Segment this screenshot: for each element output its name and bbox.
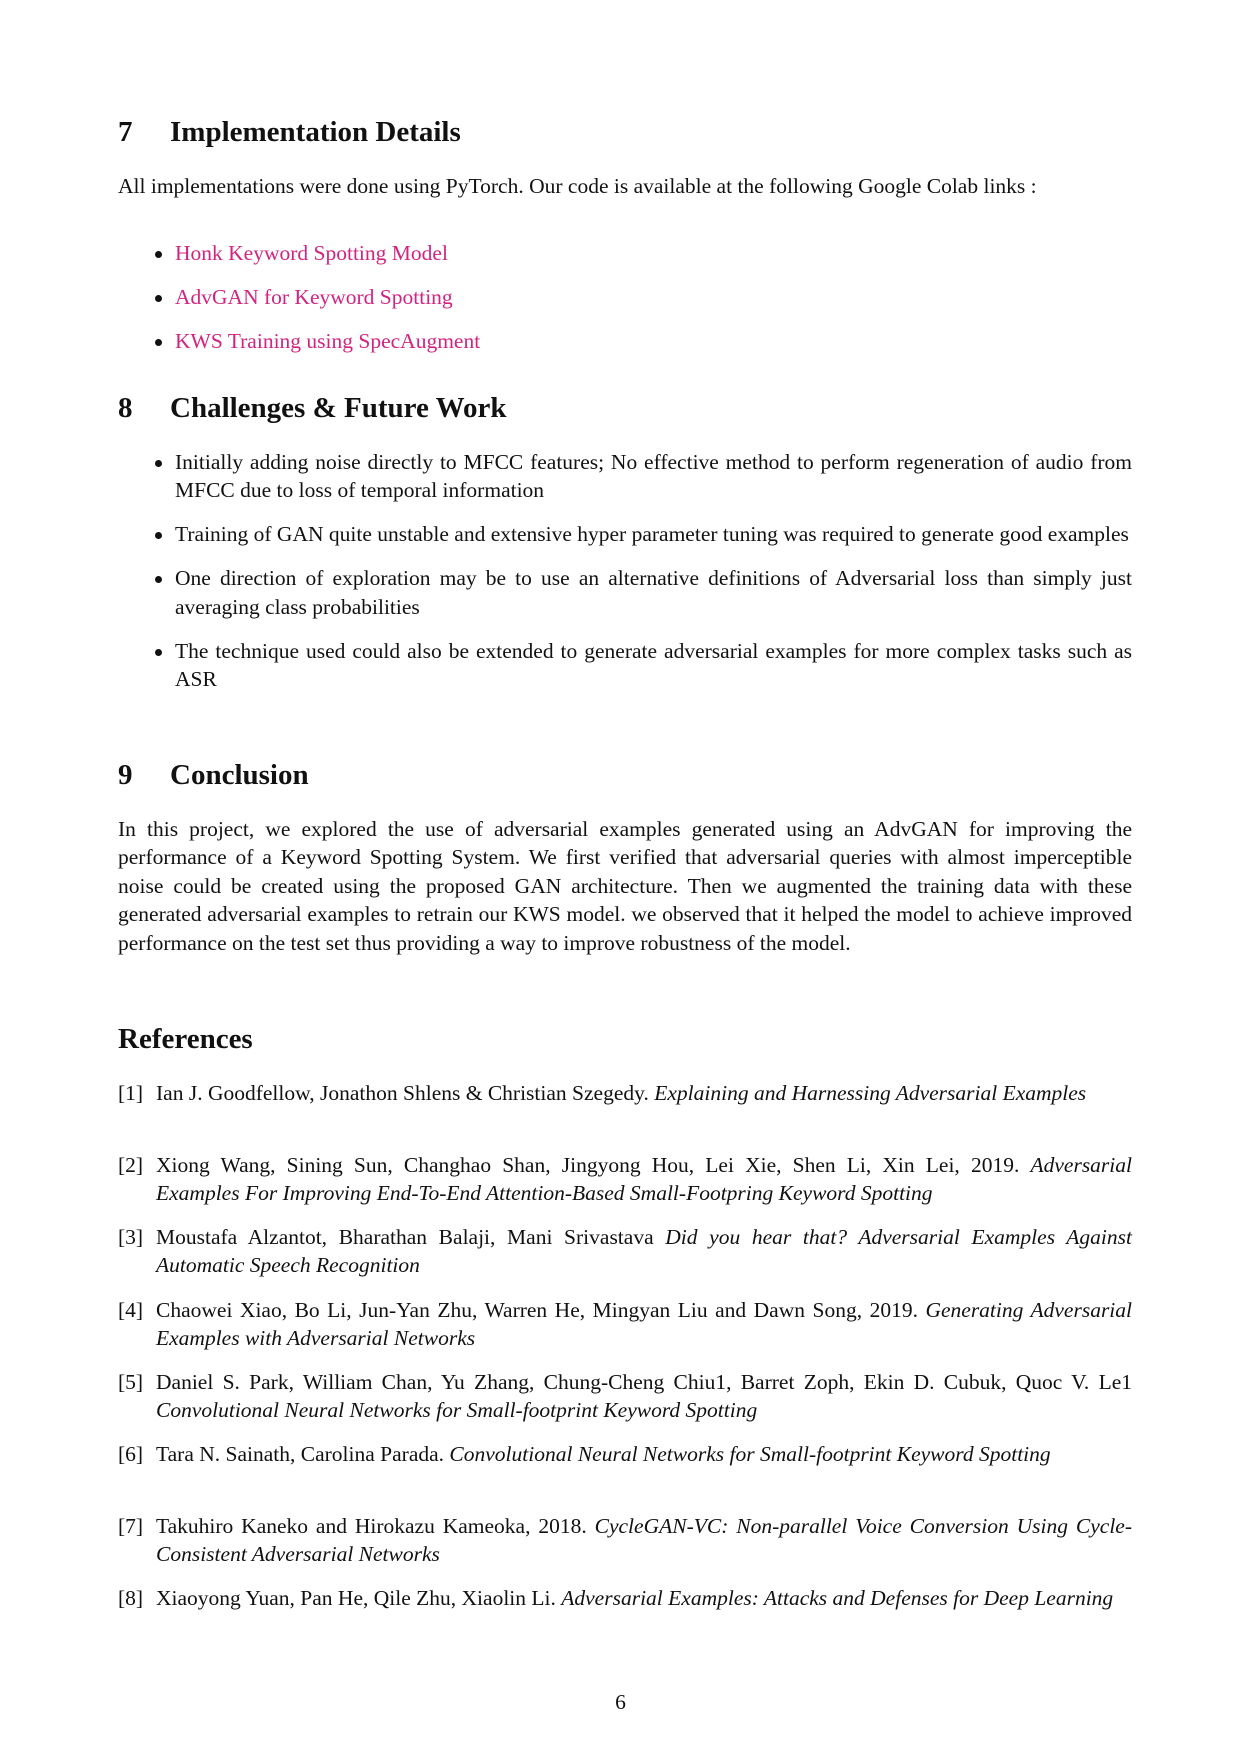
section-9-heading: 9 Conclusion	[118, 759, 309, 791]
reference-item: [6] Tara N. Sainath, Carolina Parada. Convolutional Neural Networks for Small-footprint Keyword Spotting	[118, 1442, 1051, 1466]
reference-item: [3] Moustafa Alzantot, Bharathan Balaji, Mani Srivastava Did you hear that? Adversarial Examples Against Automatic Speech Recognition	[118, 1225, 1132, 1278]
page-number: 6	[615, 1690, 626, 1714]
list-item	[118, 283, 1132, 311]
reference-item: [8] Xiaoyong Yuan, Pan He, Qile Zhu, Xiaolin Li. Adversarial Examples: Attacks and Defenses for Deep Learning	[118, 1586, 1114, 1610]
reference-item: [5] Daniel S. Park, William Chan, Yu Zhang, Chung-Cheng Chiu1, Barret Zoph, Ekin D. Cubuk, Quoc V. Le1 Convolutional Neural Networks for Small-footprint Keyword Spotting	[118, 1370, 1132, 1423]
list-item: One direction of exploration may be to use an alternative definitions of Adversarial loss than simply just averaging class probabilities	[118, 564, 1132, 621]
honk-model-link[interactable]: Honk Keyword Spotting Model	[175, 241, 448, 265]
list-item: Initially adding noise directly to MFCC features; No effective method to perform regeneration of audio from MFCC due to loss of temporal information	[118, 448, 1132, 505]
reference-item: [4] Chaowei Xiao, Bo Li, Jun-Yan Zhu, Warren He, Mingyan Liu and Dawn Song, 2019. Generating Adversarial Examples with Adversarial Networks	[118, 1298, 1133, 1351]
reference-item: [7] Takuhiro Kaneko and Hirokazu Kameoka, 2018. CycleGAN-VC: Non-parallel Voice Conversion Using Cycle-Consistent Adversarial Networks	[118, 1514, 1132, 1567]
list-item: The technique used could also be extended to generate adversarial examples for more complex tasks such as ASR	[118, 637, 1132, 694]
section-7-heading: 7 Implementation Details	[118, 116, 461, 148]
reference-item: [1] Ian J. Goodfellow, Jonathon Shlens & Christian Szegedy. Explaining and Harnessing Adversarial Examples	[118, 1081, 1087, 1105]
conclusion-text: In this project, we explored the use of adversarial examples generated using an AdvGAN for improving the performance of a Keyword Spotting System. We first verified that adversarial queries with almost imperceptible noise could be created using the proposed GAN architecture. Then we augmented the training data with these generated adversarial examples to retrain our KWS model. we observed that it helped the model to achieve improved performance on the test set thus providing a way to improve robustness of the model.	[118, 817, 1132, 955]
kws-specaugment-link[interactable]: KWS Training using SpecAugment	[175, 329, 481, 353]
list-item	[118, 327, 1132, 355]
advgan-link[interactable]: AdvGAN for Keyword Spotting	[175, 285, 453, 309]
colab-links-list	[118, 239, 1132, 355]
section-8-heading: 8 Challenges & Future Work	[118, 392, 507, 424]
list-item	[118, 239, 1132, 267]
challenges-list	[118, 448, 1132, 694]
references-heading: References	[118, 1023, 253, 1055]
section-7-intro: All implementations were done using PyTorch. Our code is available at the following Google Colab links :	[118, 174, 1037, 198]
list-item: Training of GAN quite unstable and extensive hyper parameter tuning was required to generate good examples	[118, 520, 1132, 548]
reference-item: [2] Xiong Wang, Sining Sun, Changhao Shan, Jingyong Hou, Lei Xie, Shen Li, Xin Lei, 2019. Adversarial Examples For Improving End-To-End Attention-Based Small-Footpring Keyword Spotting	[118, 1153, 1133, 1206]
